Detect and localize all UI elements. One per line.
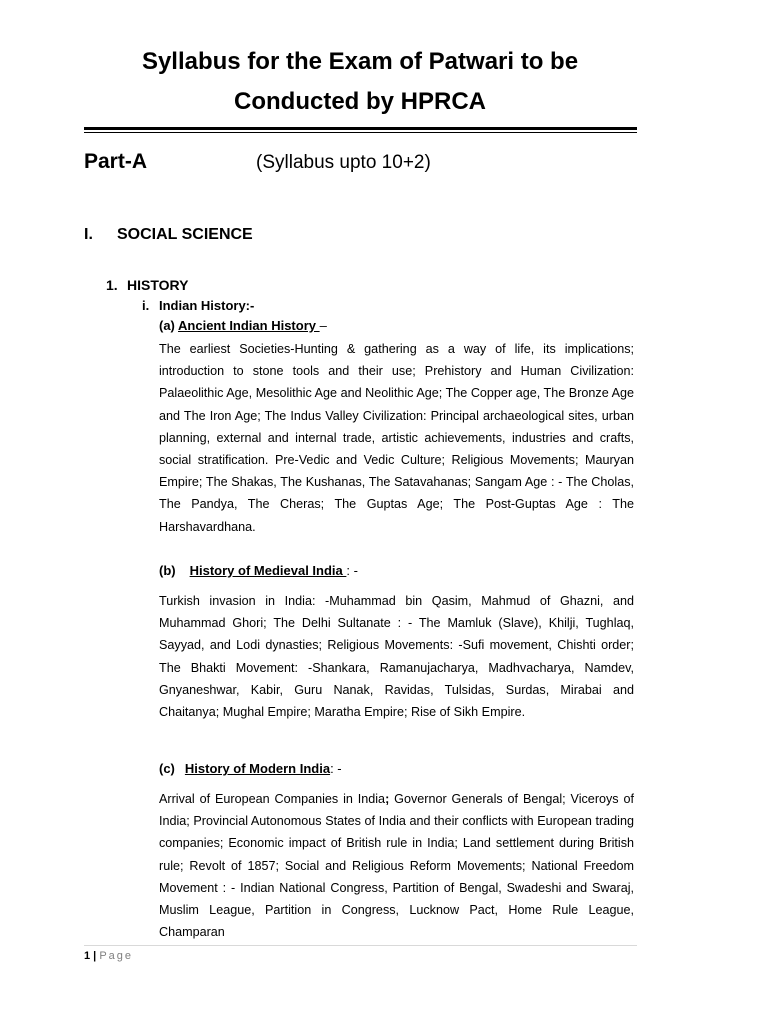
medieval-prefix: (b) xyxy=(159,563,176,578)
subsection-number: 1. xyxy=(106,277,118,293)
section-title: SOCIAL SCIENCE xyxy=(117,226,253,243)
title-divider-thin xyxy=(84,132,637,133)
ancient-history-text: The earliest Societies-Hunting & gathering as a way of life, its implications; introduction to stone tools and their use; Prehistory and Human Civilization: Palaeolithic Age, Mesolithic Age and Neolithic Age; The Copper age, The Bronze Age and The Iron Age; The Indus Valley Civilization: Principal archaeological sites, urban planning, external and internal trade, artistic achievements, industries and crafts, social stratification. Pre-Vedic and Vedic Culture; Religious Movements; Mauryan Empire; The Shakas, The Kushanas, The Satavahanas; Sangam Age : - The Cholas, The Pandya, The Cheras; The Guptas Age; The Post-Guptas Age : The Harshavardhana. xyxy=(159,342,634,534)
item-heading xyxy=(142,296,254,316)
modern-text-part-1: Arrival of European Companies in India xyxy=(159,792,386,806)
page-footer xyxy=(84,948,133,964)
title-line-1: Syllabus for the Exam of Patwari to be xyxy=(141,48,579,75)
footer-divider xyxy=(84,945,637,946)
modern-history-text xyxy=(159,788,634,943)
title-divider-thick xyxy=(84,127,637,130)
ancient-history-heading xyxy=(159,316,327,336)
modern-title: History of Modern India xyxy=(184,761,331,776)
item-number: i. xyxy=(142,298,150,313)
medieval-title: History of Medieval India xyxy=(189,563,347,578)
page-title xyxy=(84,42,636,122)
modern-suffix: : - xyxy=(330,761,342,776)
modern-text-part-2: Governor Generals of Bengal; Viceroys of India; Provincial Autonomous States of India and their conflicts with European trading companies; Economic impact of British rule in India; Land settlement during British rule; Revolt of 1857; Social and Religious Reform Movements; National Freedom Movement : - Indian National Congress, Partition of Bengal, Swadeshi and Swaraj, Muslim League, Partition in Congress, Lucknow Pact, Home Rule League, Champaran xyxy=(159,792,634,940)
medieval-history-heading xyxy=(159,561,358,581)
part-subtitle: (Syllabus upto 10+2) xyxy=(256,152,431,173)
medieval-history-text: Turkish invasion in India: -Muhammad bin Qasim, Mahmud of Ghazni, and Muhammad Ghori; The Delhi Sultanate : - The Mamluk (Slave), Khilji, Tughlaq, Sayyad, and Lodi dynasties; Religious Movements: -Sufi movement, Chishti order; The Bhakti Movement: -Shankara, Ramanujacharya, Madhvacharya, Namdev, Gnyaneshwar, Kabir, Guru Nanak, Ravidas, Tulsidas, Surdas, Mirabai and Chaitanya; Mughal Empire; Maratha Empire; Rise of Sikh Empire. xyxy=(159,594,634,720)
medieval-suffix: : - xyxy=(346,563,358,578)
modern-history-heading xyxy=(159,759,342,779)
title-line-2: Conducted by HPRCA xyxy=(234,88,486,115)
ancient-prefix: (a) xyxy=(159,318,179,333)
ancient-title: Ancient Indian History xyxy=(178,318,320,333)
page-label: Page xyxy=(99,950,134,962)
modern-prefix: (c) xyxy=(159,761,175,776)
section-number: I. xyxy=(84,226,93,243)
part-label: Part-A xyxy=(84,150,148,173)
ancient-suffix: – xyxy=(319,318,327,333)
subsection-title: HISTORY xyxy=(127,277,189,293)
modern-text-bold-semicolon: ; xyxy=(385,792,390,806)
item-title: Indian History:- xyxy=(159,298,255,313)
page-separator: | xyxy=(90,950,100,962)
section-heading xyxy=(84,224,253,246)
subsection-heading xyxy=(106,275,188,295)
page-number: 1 xyxy=(84,950,91,962)
